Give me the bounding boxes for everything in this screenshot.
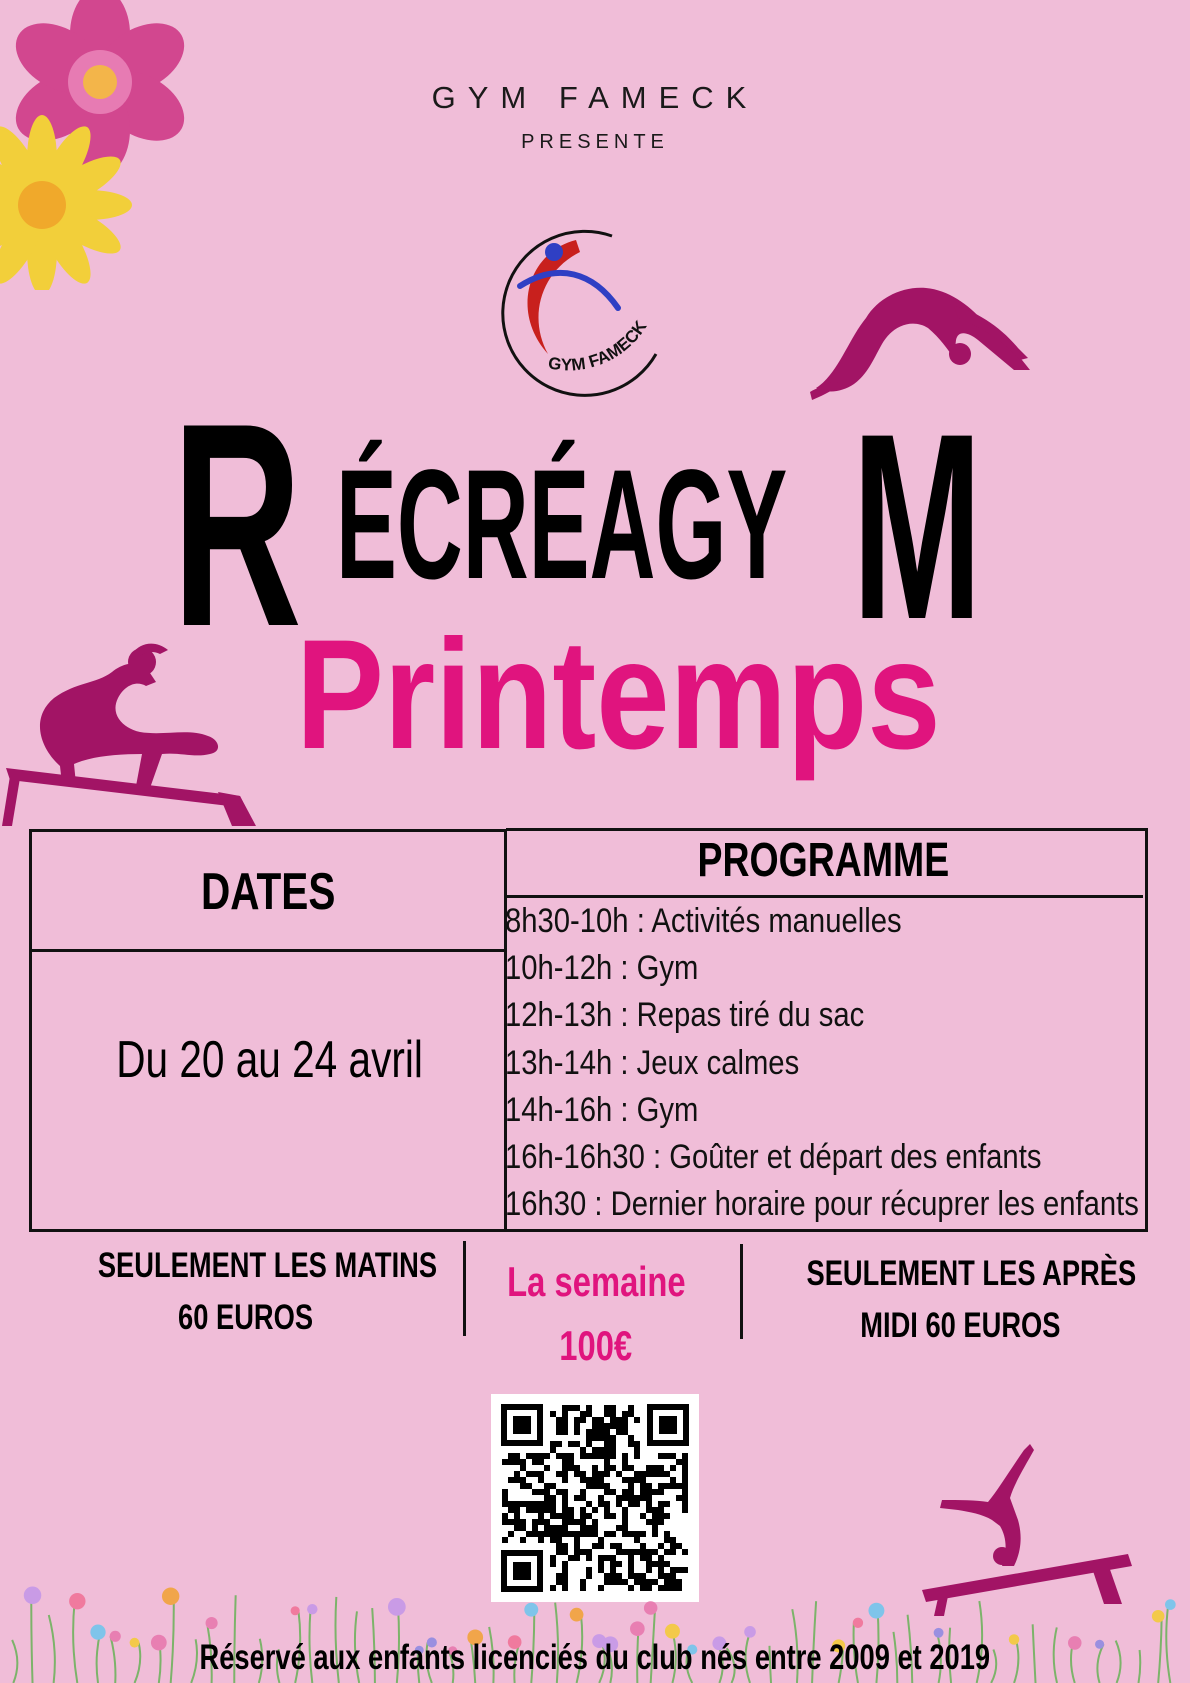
subtitle: Printemps — [296, 608, 941, 782]
price-divider-right — [740, 1244, 743, 1339]
footer-note: Réservé aux enfants licenciés du club nés entre 2009 et 2019 — [199, 1638, 991, 1677]
price-afternoons — [760, 1248, 1160, 1352]
dates-header-divider — [30, 949, 506, 952]
price-mornings — [50, 1240, 442, 1344]
club-logo — [488, 222, 688, 397]
program-item: 12h-13h : Repas tiré du sac — [505, 996, 865, 1035]
table-border-top-left — [30, 829, 506, 832]
price-mornings-line1: SEULEMENT LES MATINS — [97, 1246, 438, 1285]
price-afternoons-line2: MIDI 60 EUROS — [859, 1306, 1061, 1345]
price-week — [465, 1250, 727, 1378]
title-last-letter: M — [852, 379, 983, 675]
price-week-line1: La semaine — [506, 1258, 686, 1305]
program-item: 16h-16h30 : Goûter et départ des enfants — [505, 1137, 1042, 1176]
title-first-letter: R — [172, 363, 302, 687]
table-border-top-right — [506, 828, 1147, 831]
dates-header: DATES — [200, 863, 336, 921]
program-item: 10h-12h : Gym — [505, 949, 699, 988]
table-border-bottom — [29, 1229, 1148, 1232]
organization-name: GYM FAMECK — [431, 80, 759, 115]
price-week-line2: 100€ — [559, 1322, 633, 1369]
dates-value: Du 20 au 24 avril — [116, 1031, 424, 1089]
program-list — [505, 898, 1190, 1228]
program-header: PROGRAMME — [697, 834, 950, 887]
title-middle: ÉCRÉAGY — [336, 438, 788, 612]
program-item: 13h-14h : Jeux calmes — [505, 1043, 800, 1082]
price-afternoons-line1: SEULEMENT LES APRÈS — [806, 1254, 1137, 1293]
program-item: 8h30-10h : Activités manuelles — [505, 902, 902, 940]
logo-text: GYM FAMECK — [546, 317, 651, 375]
program-item: 14h-16h : Gym — [505, 1090, 699, 1129]
presents-label: PRESENTE — [521, 131, 669, 153]
program-item: 16h30 : Dernier horaire pour récuprer les enfants — [505, 1185, 1139, 1224]
price-mornings-line2: 60 EUROS — [178, 1298, 314, 1337]
